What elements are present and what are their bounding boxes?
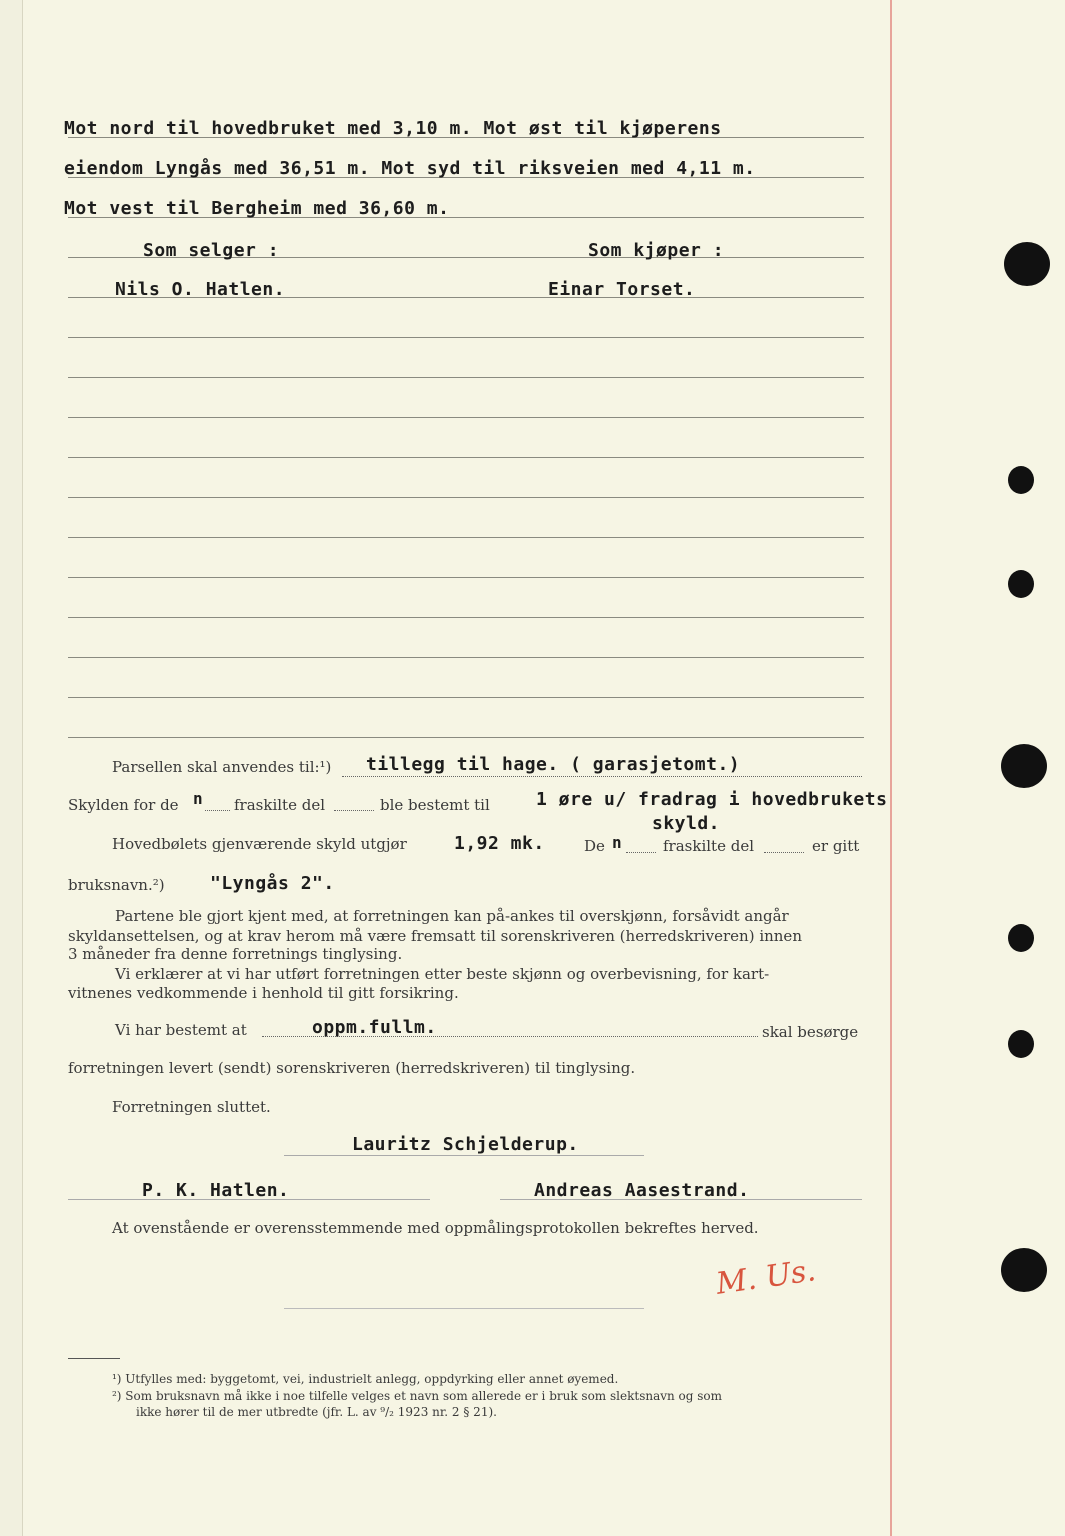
remaining-value: 1,92 mk. <box>454 833 545 854</box>
binder-hole <box>1008 1030 1034 1058</box>
footnote-1: ¹) Utfylles med: byggetomt, vei, industrielt anlegg, oppdyrking eller annet øyemed. <box>112 1372 619 1386</box>
ruled-line <box>68 457 864 458</box>
boundary-line-1: Mot nord til hovedbruket med 3,10 m. Mot øst til kjøperens <box>64 118 722 139</box>
footnote-2-line-2: ikke hører til de mer utbredte (jfr. L. av ⁹/₂ 1923 nr. 2 § 21). <box>136 1405 497 1419</box>
remaining-label: Hovedbølets gjenværende skyld utgjør <box>112 835 407 853</box>
declaration-line-1: Vi erklærer at vi har utført forretningen etter beste skjønn og overbevisning, for kart- <box>115 965 770 983</box>
ruled-line <box>68 657 864 658</box>
den-suffix: n <box>612 833 623 852</box>
binder-hole <box>1008 466 1034 494</box>
tax-value-2: skyld. <box>652 813 721 834</box>
den-label: De <box>584 837 605 855</box>
ruled-line <box>68 537 864 538</box>
tax-label-a: Skylden for de <box>68 796 179 814</box>
fraskilte-dots <box>764 852 804 853</box>
binder-hole <box>1001 744 1047 788</box>
appointed-suffix: skal besørge <box>762 1023 859 1041</box>
use-underline <box>342 776 862 777</box>
certification-line: At ovenstående er overensstemmende med oppmålingsprotokollen bekreftes herved. <box>112 1219 759 1237</box>
footnote-rule <box>68 1358 120 1359</box>
delivered-line: forretningen levert (sendt) sorenskriveren (herredskriveren) til tinglysing. <box>68 1059 636 1077</box>
ruled-line <box>68 697 864 698</box>
ruled-line <box>68 737 864 738</box>
ruled-line <box>68 337 864 338</box>
margin-rule <box>890 0 892 1536</box>
appointed-label: Vi har bestemt at <box>115 1021 247 1039</box>
appointed-value: oppm.fullm. <box>312 1017 437 1038</box>
chair-signature: Lauritz Schjelderup. <box>352 1134 579 1155</box>
tax-value-1: 1 øre u/ fradrag i hovedbrukets <box>536 789 888 810</box>
certification-signature-line <box>284 1308 644 1309</box>
closed-line: Forretningen sluttet. <box>112 1098 271 1116</box>
ruled-line <box>68 417 864 418</box>
boundary-line-3: Mot vest til Bergheim med 36,60 m. <box>64 198 450 219</box>
buyer-name: Einar Torset. <box>548 279 696 300</box>
page-edge <box>22 0 23 1536</box>
binder-hole <box>1008 924 1034 952</box>
notice-paragraph-line-1: Partene ble gjort kjent med, at forretningen kan på-ankes til overskjønn, forsåvidt angår <box>115 907 789 925</box>
ruled-line <box>68 377 864 378</box>
notice-paragraph-line-3: 3 måneder fra denne forretnings tinglysing. <box>68 945 403 963</box>
tax-label-b: fraskilte del <box>234 796 325 814</box>
tax-dots-1 <box>205 810 230 811</box>
declaration-line-2: vitnenes vedkommende i henhold til gitt forsikring. <box>68 984 459 1002</box>
notice-paragraph-line-2: skyldansettelsen, og at krav herom må være fremsatt til sorenskriveren (herredskriveren) innen <box>68 927 802 945</box>
tax-dots-2 <box>334 810 374 811</box>
footnote-2-line-1: ²) Som bruksnavn må ikke i noe tilfelle velges et navn som allerede er i bruk som slektsnavn og som <box>112 1389 723 1403</box>
binder-hole <box>1001 1248 1047 1292</box>
use-value: tillegg til hage. ( garasjetomt.) <box>366 754 741 775</box>
fraskilte-label: fraskilte del <box>663 837 754 855</box>
handwritten-initials: M. Us. <box>714 1253 818 1302</box>
right-signature: Andreas Aasestrand. <box>534 1180 750 1201</box>
gitt-label: er gitt <box>812 837 860 855</box>
farm-name-value: "Lyngås 2". <box>210 873 335 894</box>
binder-hole <box>1004 242 1050 286</box>
tax-den-suffix: n <box>193 789 204 808</box>
farm-name-label: bruksnavn.²) <box>68 876 165 894</box>
left-signature: P. K. Hatlen. <box>142 1180 290 1201</box>
den-dots <box>626 852 656 853</box>
ruled-line <box>68 577 864 578</box>
ruled-line <box>68 617 864 618</box>
chair-signature-line <box>284 1155 644 1156</box>
binder-hole <box>1008 570 1034 598</box>
buyer-label: Som kjøper : <box>588 240 725 261</box>
use-label: Parsellen skal anvendes til:¹) <box>112 758 332 776</box>
seller-name: Nils O. Hatlen. <box>115 279 286 300</box>
ruled-line <box>68 497 864 498</box>
seller-label: Som selger : <box>143 240 280 261</box>
boundary-line-2: eiendom Lyngås med 36,51 m. Mot syd til riksveien med 4,11 m. <box>64 158 756 179</box>
tax-label-c: ble bestemt til <box>380 796 490 814</box>
